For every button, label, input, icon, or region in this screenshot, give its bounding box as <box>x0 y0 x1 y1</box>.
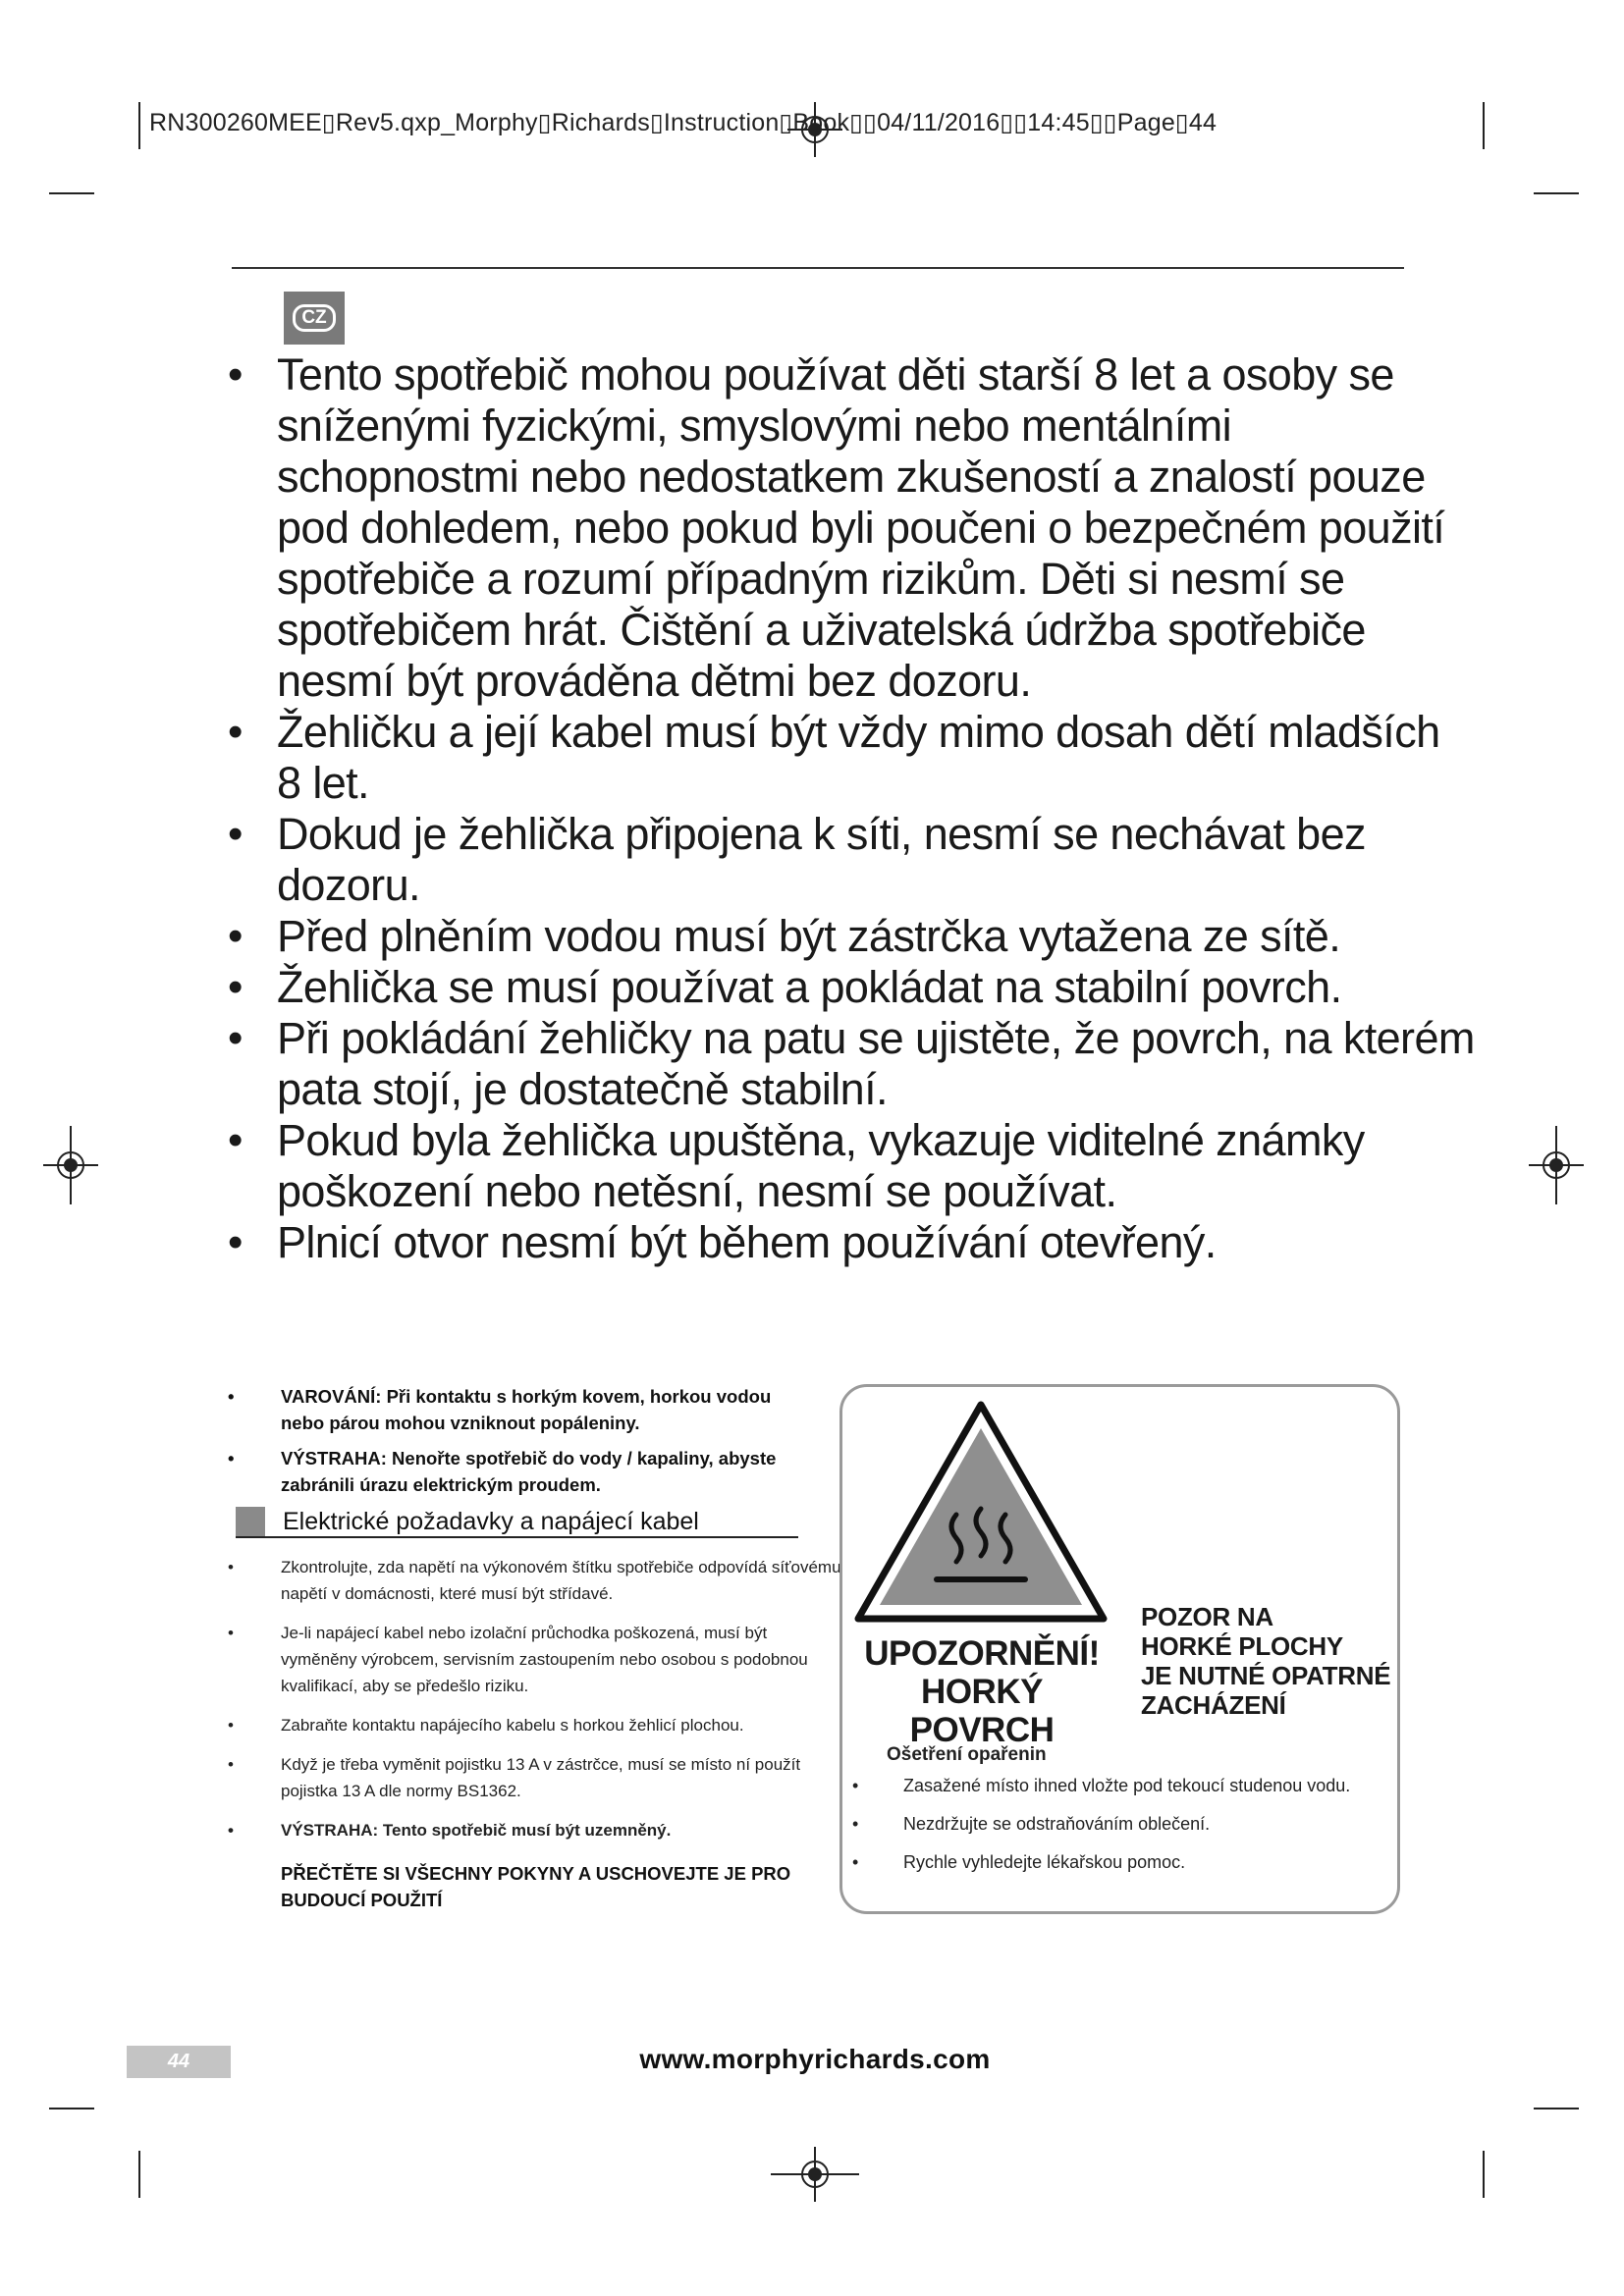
burn-treatment-title: Ošetření opařenin <box>887 1744 1047 1765</box>
hot-surface-label-line: HORKÝ POVRCH <box>909 1673 1055 1749</box>
caution-text <box>1141 1602 1390 1720</box>
list-item: • Plnicí otvor nesmí být během používání otevřený. <box>228 1217 1475 1268</box>
list-item: • Je-li napájecí kabel nebo izolační průchodka poškozená, musí být vyměněny výrobcem, servisním zastoupením nebo osobou s podobnou kvalifikací, aby se předešlo riziku. <box>228 1620 842 1699</box>
safety-list <box>228 349 1475 1268</box>
list-item: • Zkontrolujte, zda napětí na výkonovém štítku spotřebiče odpovídá síťovému napětí v domácnosti, které musí být střídavé. <box>228 1554 842 1607</box>
caution-line: HORKÉ PLOCHY <box>1141 1631 1343 1661</box>
website-url: www.morphyrichards.com <box>639 2044 991 2074</box>
list-item: • Žehlička se musí používat a pokládat na stabilní povrch. <box>228 962 1475 1013</box>
caution-line: JE NUTNÉ OPATRNÉ <box>1141 1661 1391 1690</box>
list-item: • Když je třeba vyměnit pojistku 13 A v zástrčce, musí se místo ní použít pojistka 13 A dle normy BS1362. <box>228 1751 842 1804</box>
list-item: • Rychle vyhledejte lékařskou pomoc. <box>852 1849 1382 1875</box>
crop-mark <box>1534 2108 1579 2109</box>
language-code: CZ <box>293 304 335 332</box>
language-badge <box>284 292 345 345</box>
list-item: • Před plněním vodou musí být zástrčka vytažena ze sítě. <box>228 911 1475 962</box>
crop-mark <box>138 102 140 149</box>
list-item: • Dokud je žehlička připojena k síti, nesmí se nechávat bez dozoru. <box>228 809 1475 911</box>
list-item: • Zasažené místo ihned vložte pod tekoucí studenou vodu. <box>852 1773 1382 1798</box>
crop-mark <box>49 2108 94 2109</box>
electrical-list <box>228 1554 842 1845</box>
list-item: • VÝSTRAHA: Nenořte spotřebič do vody / kapaliny, abyste zabránili úrazu elektrickým proudem. <box>228 1445 817 1498</box>
warning-list <box>228 1383 817 1507</box>
registration-mark-icon <box>43 1126 98 1204</box>
list-item: • VÝSTRAHA: Tento spotřebič musí být uzemněný. <box>228 1817 842 1843</box>
caution-line: ZACHÁZENÍ <box>1141 1690 1286 1720</box>
hot-surface-label <box>853 1634 1110 1749</box>
list-item: • Žehličku a její kabel musí být vždy mimo dosah dětí mladších 8 let. <box>228 707 1475 809</box>
heading-marker <box>236 1507 265 1536</box>
crop-mark <box>138 2151 140 2198</box>
list-item: • VAROVÁNÍ: Při kontaktu s horkým kovem, horkou vodou nebo párou mohou vzniknout popáleniny. <box>228 1383 817 1436</box>
read-all-instructions: PŘEČTĚTE SI VŠECHNY POKYNY A USCHOVEJTE JE PRO BUDOUCÍ POUŽITÍ <box>281 1863 791 1910</box>
hot-surface-label-line: UPOZORNĚNÍ! <box>864 1634 1100 1673</box>
section-heading <box>236 1505 798 1538</box>
print-slug-header: RN300260MEE▯Rev5.qxp_Morphy▯Richards▯Instruction▯Book▯▯04/11/2016▯▯14:45▯▯Page▯44 <box>149 109 1218 136</box>
section-title: Elektrické požadavky a napájecí kabel <box>283 1508 699 1535</box>
hot-surface-warning-icon <box>852 1399 1110 1631</box>
burn-treatment-list <box>852 1773 1382 1888</box>
crop-mark <box>1483 102 1485 149</box>
list-item: • Zabraňte kontaktu napájecího kabelu s horkou žehlicí plochou. <box>228 1712 842 1738</box>
registration-mark-icon <box>1529 1126 1584 1204</box>
crop-mark <box>1534 192 1579 194</box>
list-item: • Pokud byla žehlička upuštěna, vykazuje viditelné známky poškození nebo netěsní, nesmí se používat. <box>228 1115 1475 1217</box>
page-number: 44 <box>127 2046 231 2078</box>
header-rule <box>232 267 1404 269</box>
crop-mark <box>49 192 94 194</box>
crop-mark <box>1483 2151 1485 2198</box>
list-item: • Při pokládání žehličky na patu se ujistěte, že povrch, na kterém pata stojí, je dostatečně stabilní. <box>228 1013 1475 1115</box>
registration-mark-icon <box>771 2147 859 2202</box>
list-item: • Nezdržujte se odstraňováním oblečení. <box>852 1811 1382 1837</box>
caution-line: POZOR NA <box>1141 1602 1273 1631</box>
list-item: • Tento spotřebič mohou používat děti starší 8 let a osoby se sníženými fyzickými, smyslovými nebo mentálními schopnostmi nebo nedostatkem zkušeností a znalostí pouze pod dohledem, nebo pokud byli poučeni o bezpečném použití spotřebiče a rozumí případným rizikům. Děti si nesmí se spotřebičem hrát. Čištění a uživatelská údržba spotřebiče nesmí být prováděna dětmi bez dozoru. <box>228 349 1475 707</box>
